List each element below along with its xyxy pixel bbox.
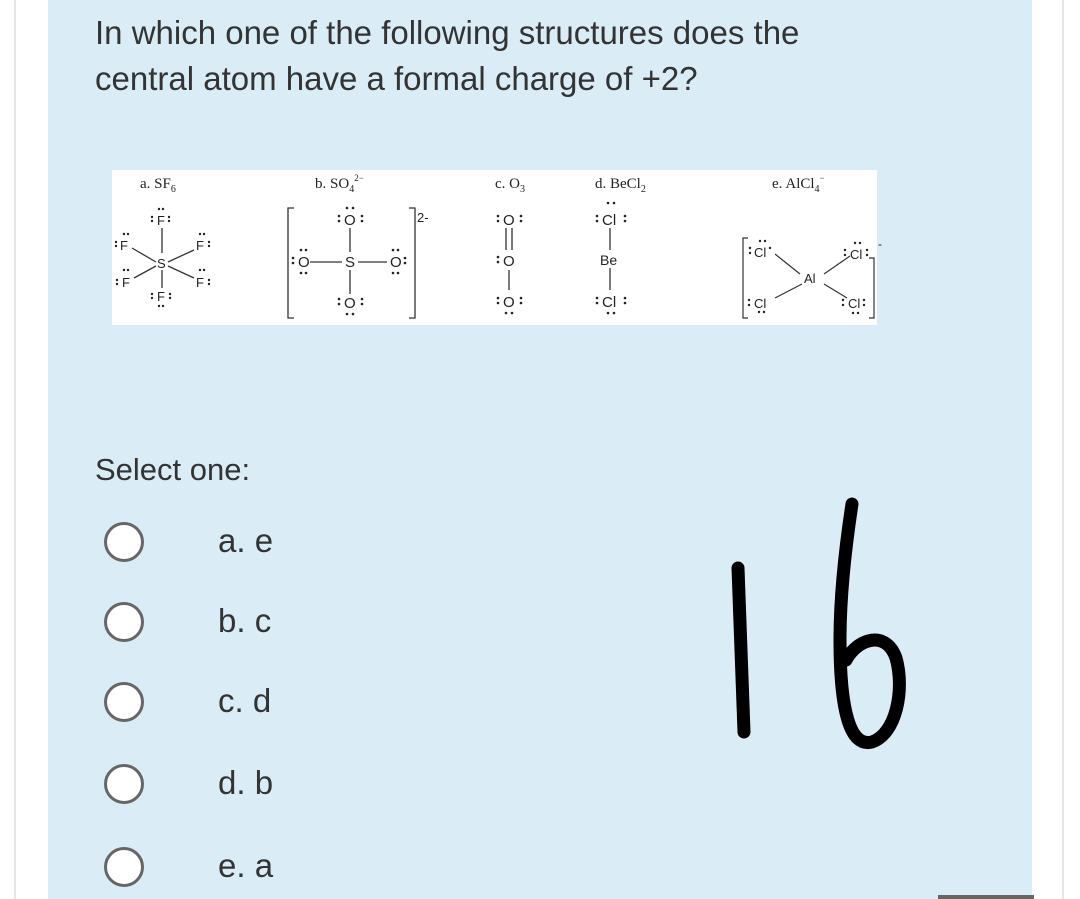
option-c[interactable]	[104, 677, 404, 727]
option-label[interactable]: d. b	[218, 764, 274, 801]
radio-button[interactable]	[104, 847, 144, 887]
option-label[interactable]: a. e	[218, 522, 274, 559]
alcl4-cl-ll: Cl	[754, 296, 767, 311]
so4-o-bottom: O	[344, 295, 356, 312]
sf6-f-ul: F	[120, 238, 128, 253]
so4-o-left: O	[298, 254, 310, 271]
label-e: e. AlCl$_4$−	[772, 173, 825, 195]
option-label[interactable]: b. c	[218, 602, 272, 639]
lewis-structures-svg	[112, 170, 882, 325]
option-a[interactable]	[104, 517, 404, 567]
label-c: c. $O_3$	[495, 176, 526, 195]
o3-o-middle: O	[503, 253, 515, 270]
question-line-1: In which one of the following structures does the	[95, 14, 800, 51]
radio-button[interactable]	[104, 522, 144, 562]
page-border-left	[14, 0, 16, 899]
select-one-label: Select one:	[95, 452, 251, 487]
alcl4-charge: -	[878, 237, 882, 251]
alcl4-cl-lr: Cl	[848, 296, 861, 311]
so4-o-right: O	[390, 254, 402, 271]
radio-button[interactable]	[104, 602, 144, 642]
sf6-f-ll: F	[122, 275, 130, 290]
label-d: d. BeCl$_2$	[595, 176, 646, 195]
lewis-structures-figure	[112, 170, 882, 325]
label-b: b. $SO_4^{2-}$	[315, 173, 364, 195]
so4-charge: 2-	[417, 210, 429, 225]
o3-o-bottom: O	[503, 294, 515, 311]
option-b[interactable]	[104, 597, 404, 647]
becl2-be-atom: Be	[600, 252, 618, 268]
option-label[interactable]: c. d	[218, 682, 272, 719]
question-text	[95, 10, 995, 102]
handwritten-16-annotation	[700, 490, 930, 755]
alcl4-al-atom: Al	[804, 271, 816, 286]
sf6-f-bottom: F	[157, 289, 165, 304]
question-line-2: central atom have a formal charge of +2?	[95, 60, 698, 97]
sf6-f-lr: F	[196, 275, 204, 290]
sf6-f-top: F	[157, 213, 165, 228]
o3-o-top: O	[503, 212, 515, 229]
alcl4-cl-ul: Cl	[754, 245, 767, 260]
page-border-right	[1062, 0, 1064, 899]
option-label[interactable]: e. a	[218, 847, 274, 884]
becl2-cl-top: Cl	[602, 212, 617, 229]
label-a: a. $SF_6$	[140, 176, 176, 195]
becl2-cl-bottom: Cl	[602, 294, 617, 311]
option-e[interactable]	[104, 842, 404, 892]
option-d[interactable]	[104, 759, 404, 809]
radio-button[interactable]	[104, 682, 144, 722]
sf6-f-ur: F	[196, 238, 204, 253]
sf6-s-atom: S	[157, 256, 166, 271]
radio-button[interactable]	[104, 764, 144, 804]
bottom-scroll-indicator	[938, 895, 1034, 899]
alcl4-cl-ur: Cl	[850, 247, 863, 262]
so4-o-top: O	[344, 212, 356, 229]
so4-s-atom: S	[345, 254, 356, 271]
